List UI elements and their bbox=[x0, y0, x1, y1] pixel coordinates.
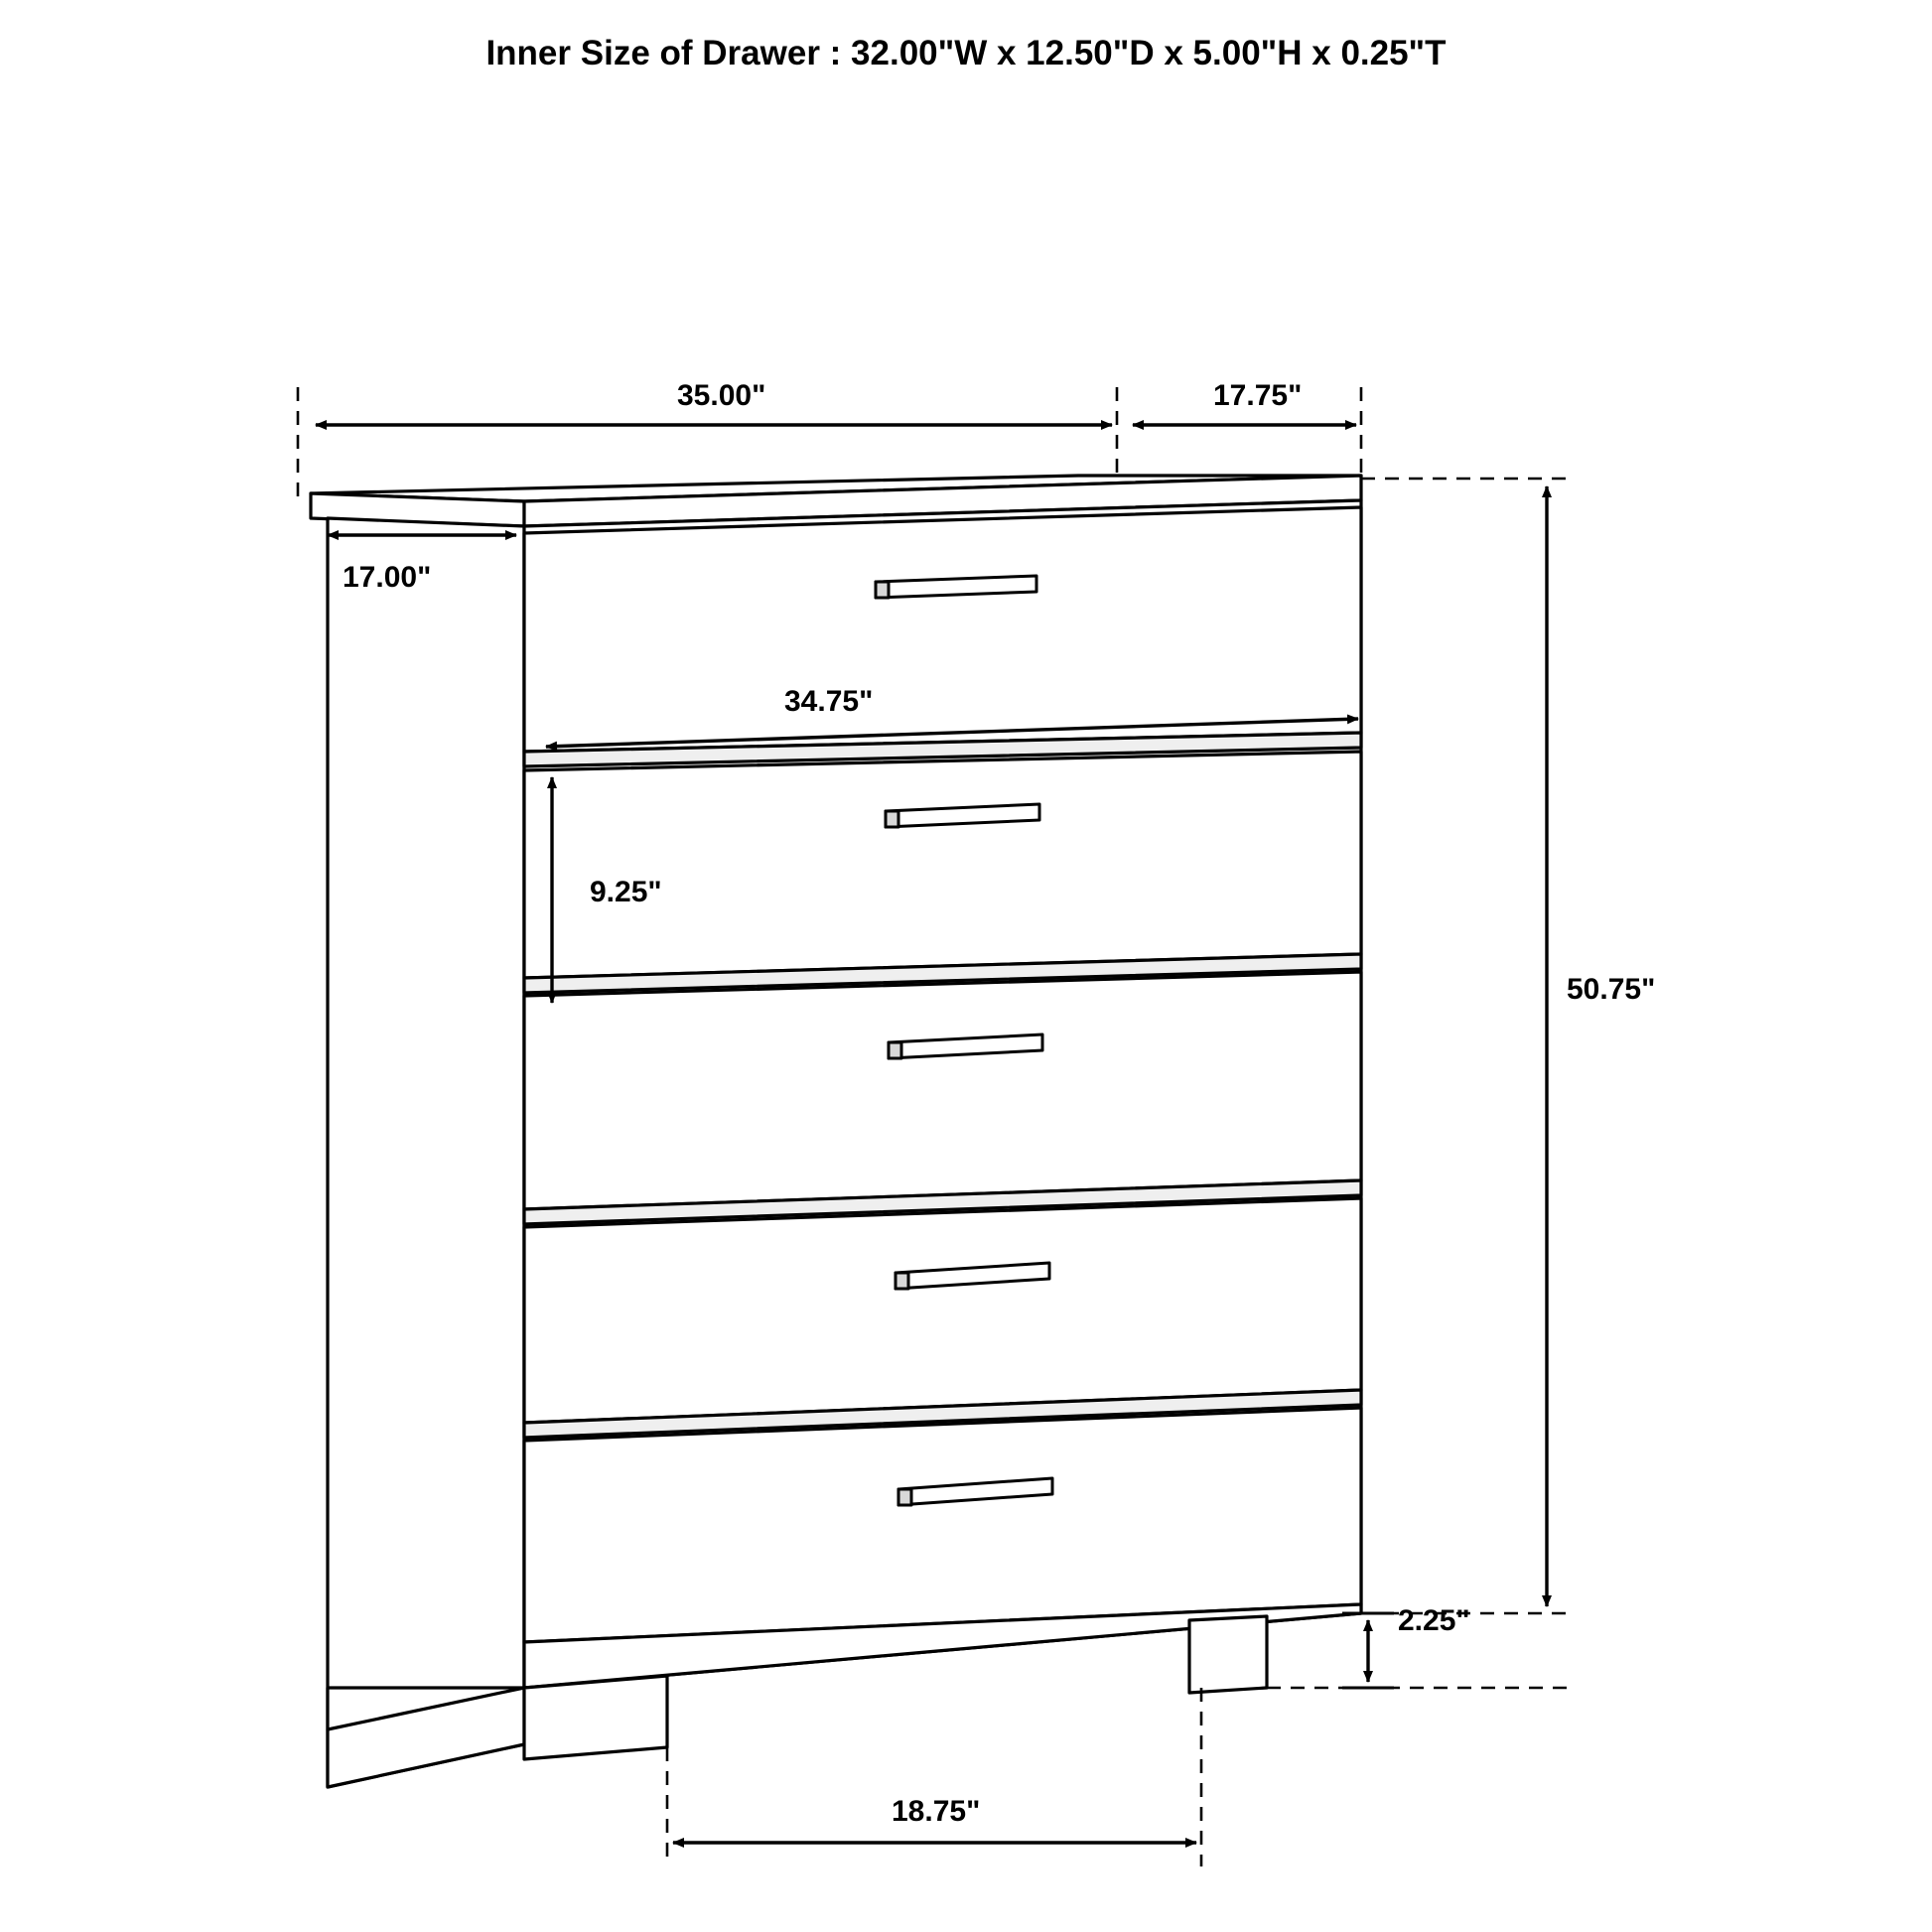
chest-body bbox=[311, 476, 1361, 1787]
handle-5-cap bbox=[898, 1489, 911, 1505]
page-title: Inner Size of Drawer : 32.00"W x 12.50"D x 5.00"H x 0.25"T bbox=[485, 34, 1447, 72]
leg-front-right bbox=[1189, 1616, 1267, 1693]
dim-label-overall-height: 50.75" bbox=[1567, 973, 1656, 1006]
dim-label-depth-top: 17.75" bbox=[1213, 379, 1303, 412]
dim-label-width-top: 35.00" bbox=[677, 379, 766, 412]
drawer-front-2 bbox=[524, 752, 1361, 978]
chest-left-side-panel bbox=[328, 518, 524, 1729]
handle-3-cap bbox=[889, 1042, 901, 1058]
dim-label-drawer-height: 9.25" bbox=[590, 876, 662, 908]
drawer-front-4 bbox=[524, 1198, 1361, 1423]
dim-label-leg-height: 2.25" bbox=[1398, 1604, 1470, 1637]
leg-front-left bbox=[524, 1676, 667, 1759]
dim-label-drawer-width: 34.75" bbox=[784, 685, 874, 718]
drawer-front-3 bbox=[524, 972, 1361, 1209]
dim-label-depth-side: 17.00" bbox=[343, 561, 432, 594]
dim-label-leg-span: 18.75" bbox=[892, 1795, 981, 1828]
handle-4-cap bbox=[896, 1273, 908, 1289]
drawer-front-1 bbox=[524, 507, 1361, 752]
handle-1-cap bbox=[876, 582, 889, 598]
handle-2-cap bbox=[886, 811, 898, 827]
drawer-front-5 bbox=[524, 1408, 1361, 1642]
